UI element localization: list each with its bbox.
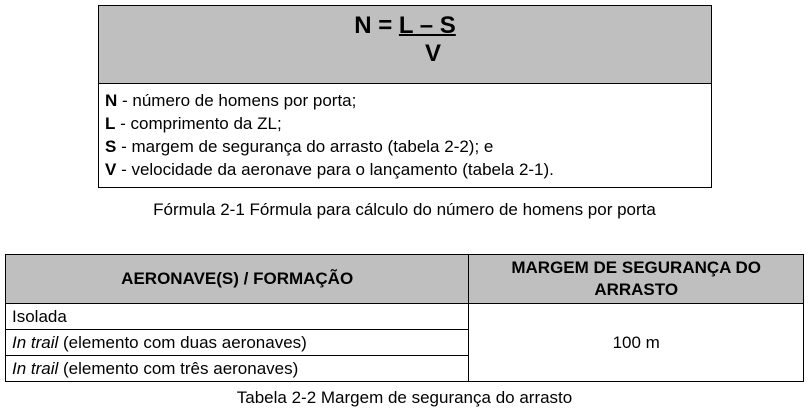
aircraft-cell: [6, 304, 469, 330]
formula-lhs: N =: [354, 12, 399, 39]
aircraft-text: Isolada: [12, 306, 67, 326]
margin-table: [5, 254, 804, 382]
aircraft-text: (elemento com três aeronaves): [58, 358, 299, 378]
column-header-aircraft: AERONAVE(S) / FORMAÇÃO: [6, 255, 469, 304]
definition-item: [105, 112, 554, 135]
definition-symbol: V: [105, 160, 117, 179]
formula-header: [99, 6, 711, 84]
aircraft-cell: [6, 356, 469, 382]
definition-text: - velocidade da aeronave para o lançamento (tabela 2-1).: [116, 160, 554, 179]
table-row: [6, 304, 804, 330]
definition-symbol: S: [105, 137, 117, 156]
aircraft-text: (elemento com duas aeronaves): [58, 332, 307, 352]
definition-item: [105, 89, 554, 112]
definition-item: [105, 158, 554, 181]
formula-numerator-line: [99, 12, 711, 40]
definition-symbol: L: [105, 114, 116, 133]
margin-value-cell: 100 m: [469, 304, 804, 382]
aircraft-cell: [6, 330, 469, 356]
column-header-margin: MARGEM DE SEGURANÇA DO ARRASTO: [469, 255, 804, 304]
definition-symbol: N: [105, 91, 118, 110]
formula-box: [98, 5, 712, 188]
definition-text: - margem de segurança do arrasto (tabela 2-2); e: [116, 137, 494, 156]
definition-item: [105, 135, 554, 158]
formula-numerator: L – S: [398, 12, 456, 39]
formula-definitions: [105, 89, 554, 181]
table-header-row: [6, 255, 804, 304]
definition-text: - comprimento da ZL;: [115, 114, 282, 133]
italic-term: In trail: [12, 332, 59, 352]
italic-term: In trail: [12, 358, 59, 378]
formula-caption: Fórmula 2-1 Fórmula para cálculo do número de homens por porta: [153, 200, 656, 219]
table-caption: Tabela 2-2 Margem de segurança do arrasto: [236, 388, 573, 407]
formula-denominator: V: [424, 40, 441, 67]
definition-text: - número de homens por porta;: [117, 91, 357, 110]
